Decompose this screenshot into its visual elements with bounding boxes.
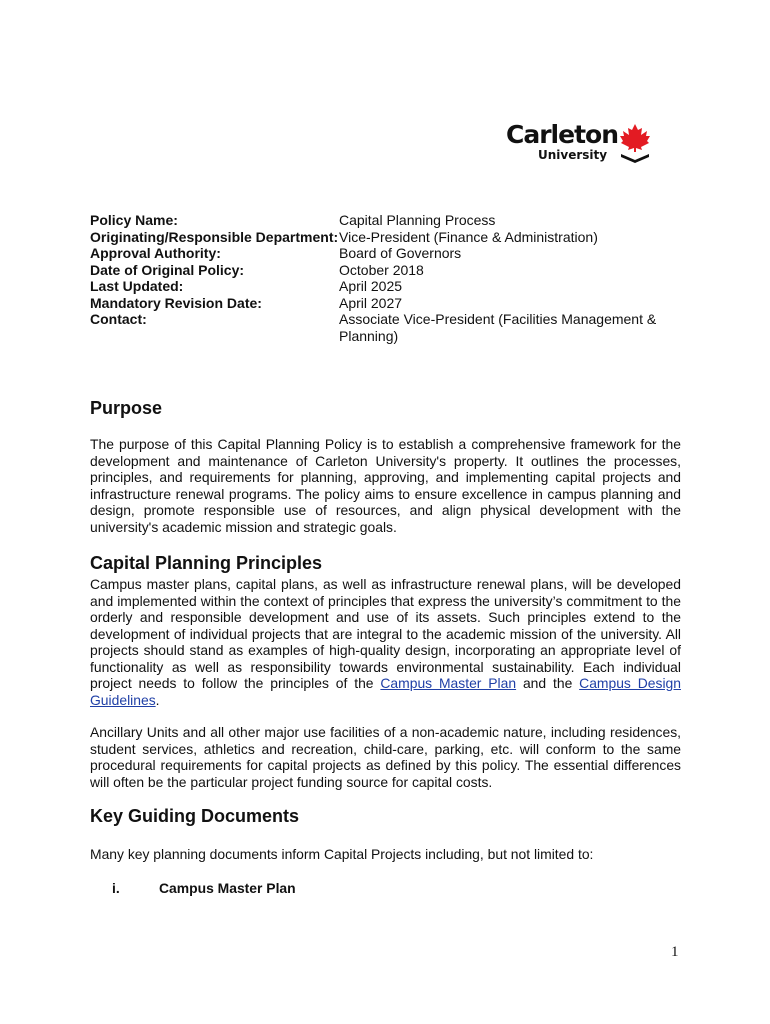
revision-date-value: April 2027 (339, 294, 403, 311)
principles-text: Campus master plans, capital plans, as well as infrastructure renewal plans, will be developed and implemented within the context of principles that express the university’s commitment to the orderly and responsible development and use of its assets. Such principles extend to the development of individual projects that are integral to the academic mission of the university. All projects should stand as examples of high-quality design, incorporating an appropriate level of functionality as well as responsibility towards environmental sustainability. Each individual project needs to follow the principles of the (90, 576, 681, 691)
list-item-number: i. (112, 880, 120, 896)
approval-authority-label: Approval Authority: (90, 245, 221, 261)
original-date-label: Date of Original Policy: (90, 261, 245, 278)
contact-value: Associate Vice-President (Facilities Management & Planning) (339, 311, 657, 344)
logo-subtitle: University (538, 148, 608, 162)
department-label: Originating/Responsible Department: (90, 228, 339, 245)
contact-label: Contact: (90, 311, 147, 327)
purpose-heading: Purpose (90, 398, 163, 418)
approval-authority-value: Board of Governors (339, 245, 462, 261)
principles-section (90, 552, 681, 790)
policy-info-row (90, 262, 690, 279)
policy-info-row (90, 229, 690, 246)
policy-info-row (90, 278, 690, 295)
principles-paragraph-2: Ancillary Units and all other major use facilities of a non-academic nature, including residences, student services, athletics and recreation, child-care, parking, etc. will conform to the same procedural requirements for capital projects as defined by this policy. The essential differences will often be the particular project funding source for capital costs. (90, 724, 681, 790)
purpose-text: The purpose of this Capital Planning Policy is to establish a comprehensive framework for the development and maintenance of Carleton University's property. It outlines the processes, principles, and requirements for planning, approving, and implementing capital projects and infrastructure renewal programs. The policy aims to ensure excellence in campus planning and design, promote responsible use of resources, and align physical development with the university's academic mission and strategic goals. (90, 436, 681, 535)
logo-name: Carleton (506, 120, 618, 149)
principles-heading: Capital Planning Principles (90, 553, 323, 573)
policy-name-label: Policy Name: (90, 212, 178, 228)
policy-info-row (90, 212, 690, 229)
policy-name-value: Capital Planning Process (339, 212, 496, 228)
maple-leaf-icon (619, 123, 651, 165)
policy-info-row (90, 311, 690, 344)
campus-design-guidelines-link[interactable]: Campus Design Guidelines (90, 675, 681, 708)
principles-paragraph-1 (90, 576, 681, 708)
last-updated-label: Last Updated: (90, 278, 184, 294)
policy-info-row (90, 295, 690, 312)
policy-info-row (90, 245, 690, 262)
page-number: 1 (671, 944, 679, 960)
principles-end-text: . (155, 691, 160, 708)
list-item-label: Campus Master Plan (159, 880, 296, 896)
department-value: Vice-President (Finance & Administration) (339, 228, 598, 245)
university-logo (506, 120, 656, 168)
original-date-value: October 2018 (339, 261, 424, 278)
guiding-documents-section (90, 805, 681, 863)
revision-date-label: Mandatory Revision Date: (90, 294, 262, 311)
last-updated-value: April 2025 (339, 278, 403, 294)
principles-and-text: and the (516, 675, 580, 691)
campus-master-plan-link[interactable]: Campus Master Plan (380, 675, 517, 691)
list-item (112, 880, 296, 896)
purpose-section (90, 397, 681, 535)
guiding-documents-intro: Many key planning documents inform Capital Projects including, but not limited to: (90, 846, 594, 862)
policy-info-table (90, 212, 690, 344)
guiding-documents-heading: Key Guiding Documents (90, 806, 300, 826)
